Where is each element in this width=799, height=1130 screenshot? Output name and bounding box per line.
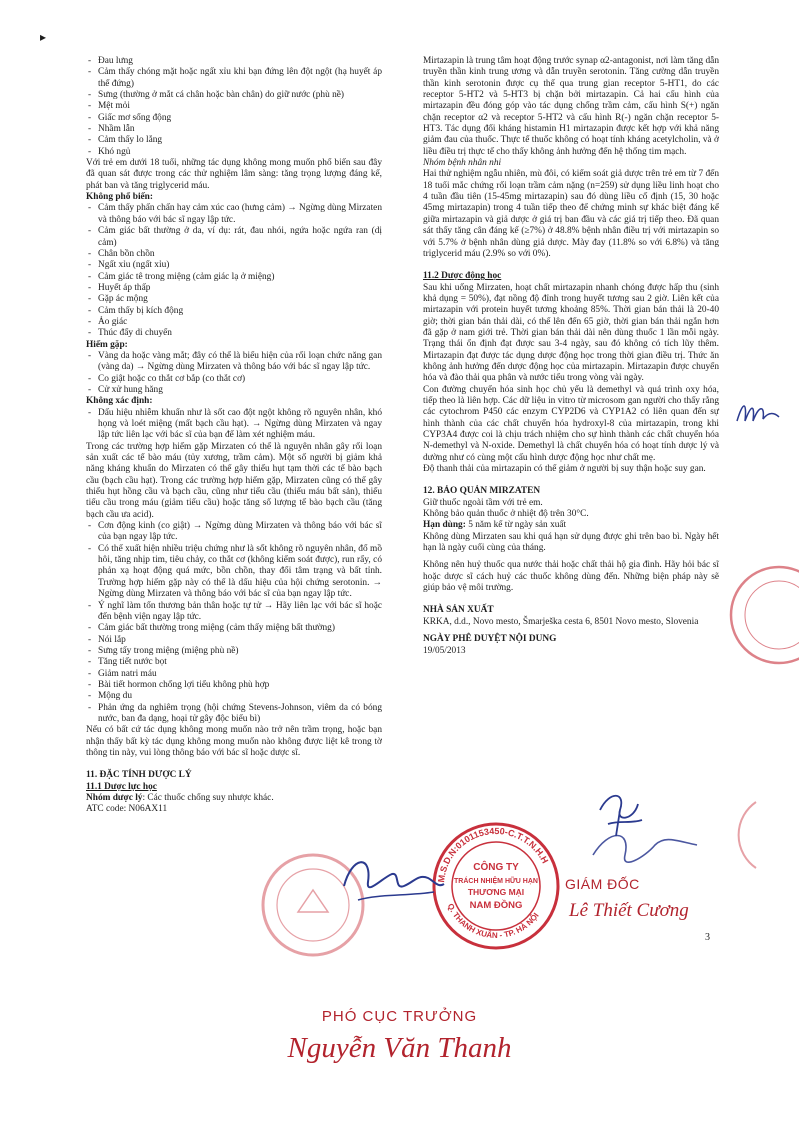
list-item: - Vàng da hoặc vàng mắt; đây có thể là biểu hiện của rối loạn chức năng gan (vàng da) → Ngừng dùng Mirzaten và thông báo với bác sĩ ngay lập tức. (86, 351, 382, 374)
pharmacodynamics-paragraph: Mirtazapin là trung tâm hoạt động trước synap α2-antagonist, nơi làm tăng dẫn truyền thần kinh trung ương và dẫn truyền serotonin. Tăng cường dẫn truyền thần kinh serotonin được cụ thể qua trung gian receptor 5-HT1, do các receptor 5-HT2 và 5-HT3 bị chặn bởi mirtazapin. Cả hai cấu hình của mirtazapin đều đóng góp vào tác dụng chống trầm cảm, cấu hình S(+) ngăn chặn receptor α2 và receptor 5-HT2 và cấu hình R(-) ngăn chặn receptor 5-HT3. Tác dụng đối kháng histamin H1 mirtazapin được kết hợp với khả năng giảm đau của thuốc. Thực tế thuốc không có hoạt tính kháng acetylcholin, và ở liều điều trị thực tế cho thấy không ảnh hưởng đến hệ thống tim mạch. (423, 56, 719, 157)
side-effect-list-rare (86, 351, 382, 396)
official-title: PHÓ CỤC TRƯỞNG (321, 1008, 478, 1025)
page-number: 3 (705, 932, 710, 943)
left-column (86, 56, 382, 816)
group-label: Nhóm dược lý (86, 793, 143, 803)
pharmacokinetics-paragraph-3: Độ thanh thải của mirtazapin có thể giảm ở người bị suy thận hoặc suy gan. (423, 464, 706, 475)
children-note: Với trẻ em dưới 18 tuổi, những tác dụng không mong muốn phổ biến sau đây đã quan sát được trong các thử nghiệm lâm sàng: tăng trọng lượng đáng kể, phát ban và tăng triglycerid máu. (86, 158, 382, 191)
list-item: - Giảm natri máu (86, 669, 382, 680)
list-item: - Đau lưng (86, 56, 382, 67)
official-name: Nguyễn Văn Thanh (287, 1032, 512, 1064)
director-title: GIÁM ĐỐC (565, 876, 640, 892)
pediatric-paragraph: Hai thử nghiệm ngẫu nhiên, mù đôi, có kiểm soát giả dược trên trẻ em từ 7 đến 18 tuổi mắc chứng rối loạn trầm cảm nặng (n=259) sử dụng liều linh hoạt cho 4 tuần đầu tiên (15-45mg mirtazapin) sau đó dùng liều cố định (15, 30 hoặc 45mg mirtazapin) trong 4 tuần tiếp theo để chứng minh sự khác biệt đáng kể giữa mirtazapin và giả dược ở giá trị ban đầu và các giá trị tiếp theo. Đã quan sát thấy tăng cân đáng kể (≥7%) ở 48.8% bệnh nhân điều trị với mirtazapin so với 5.7% ở bệnh nhân dùng giả dược. Mày đay (11.8% so với 6.8%) và tăng triglycerid máu (2.9% so với 0%). (423, 169, 719, 259)
stamp-line-3: THƯƠNG MẠI (467, 887, 525, 897)
list-item: - Giấc mơ sống động (86, 113, 382, 124)
list-item: - Bài tiết hormon chống lợi tiểu không phù hợp (86, 680, 382, 691)
list-item: - Gặp ác mộng (86, 294, 382, 305)
list-item: - Ngất xỉu (ngất xỉu) (86, 260, 382, 271)
section-11-1-title: 11.1 Dược lực học (86, 781, 157, 792)
list-item: - Cảm thấy phấn chấn hay cảm xúc cao (hưng cảm) → Ngừng dùng Mirzaten và thông báo với bác sĩ ngay lập tức. (86, 203, 382, 226)
list-item: - Phản ứng da nghiêm trọng (hội chứng Stevens-Johnson, viêm da có bóng nước, ban đa dạng, hoại tử gây độc biểu bì) (86, 703, 382, 726)
list-item: - Chân bồn chồn (86, 249, 382, 260)
list-item: - Nói lắp (86, 635, 382, 646)
director-name: Lê Thiết Cương (569, 900, 689, 921)
stamp-ring-text: M.S.D.N:0101153450-C.T.T.N.H.H (436, 825, 551, 884)
rare-paragraph: Trong các trường hợp hiếm gặp Mirzaten có thể là nguyên nhân gây rối loạn sản xuất các tế bào máu (tủy xương, trầm cảm). Một số người bị giảm khả năng kháng khuẩn do Mirzaten có thể gây thiếu hụt tạm thời các tế bào bạch cầu (bạch cầu hạt). Trong các trường hợp hiếm gặp, Mirzaten cũng có thể gây thiếu hụt hồng cầu và bạch cầu, cũng như tiểu cầu (thiếu máu bất sản), thiếu tiểu cầu trong máu (giảm tiểu cầu) hoặc tăng số lượng tế bào bạch cầu (tăng bạch cầu ưa acid). (86, 441, 382, 520)
rare-heading: Hiếm gặp: (86, 339, 128, 350)
right-column (423, 56, 719, 657)
stamp-line-4: NAM ĐỒNG (469, 900, 523, 911)
list-item: - Huyết áp thấp (86, 283, 382, 294)
list-item: - Mệt mỏi (86, 101, 382, 112)
list-item: - Khó ngủ (86, 147, 382, 158)
pharmacokinetics-paragraph-1: Sau khi uống Mirzaten, hoạt chất mirtazapin nhanh chóng được hấp thu (sinh khả dụng = 50%), đạt nồng độ đỉnh trong huyết tương sau 2 giờ. Liên kết của mirtazapin với protein huyết tương khoảng 85%. Thời gian bán thải là 20-40 giờ; thời gian bán thải dài, có thể lên đến 65 giờ, thời gian bán thải ngắn hơn đã gặp ở nam giới trẻ. Thời gian bán thải dài nên dùng thuốc 1 lần mỗi ngày. Trạng thái ổn định đạt được sau 3-4 ngày, sau đó không có tích lũy thêm. Mirtazapin đạt được tác dụng dược động học trong thời gian điều trị. Thức ăn không ảnh hưởng đến dược động học của mirtazapin. Mirtazapin được chuyển hóa và đào thải qua phân và nước tiểu trong vòng vài ngày. (423, 282, 719, 384)
expiry-line (423, 520, 719, 531)
list-item: - Cảm giác bất thường trong miệng (cảm thấy miệng bất thường) (86, 623, 382, 634)
side-effect-list-more (86, 521, 382, 725)
expiry-paragraph: Không dùng Mirzaten sau khi quá hạn sử dụng được ghi trên bao bì. Ngày hết hạn là ngày cuối cùng của tháng. (423, 531, 719, 554)
list-item: - Cảm thấy chóng mặt hoặc ngất xỉu khi bạn đứng lên đột ngột (hạ huyết áp thế đứng) (86, 67, 382, 90)
section-11-2-title: 11.2 Dược động học (423, 271, 502, 282)
atc-code: ATC code: N06AX11 (86, 804, 168, 815)
list-item: - Ý nghĩ làm tổn thương bản thân hoặc tự tử → Hãy liên lạc với bác sĩ hoặc đến bệnh viện ngay lập tức. (86, 601, 382, 624)
initials-margin (733, 395, 783, 435)
list-item: - Tăng tiết nước bọt (86, 657, 382, 668)
pharmacological-group (86, 793, 382, 804)
list-item: - Cơn động kinh (co giật) → Ngừng dùng Mirzaten và thông báo với bác sĩ của bạn ngay lập tức. (86, 521, 382, 544)
closing-paragraph: Nếu có bất cứ tác dụng không mong muốn nào trở nên trầm trọng, hoặc bạn nhận thấy bất kỳ tác dụng không mong muốn nào không được liệt kê trong tờ thông tin này, vui lòng thông báo với bác sĩ hoặc dược sĩ. (86, 725, 382, 758)
storage-line-2: Không bảo quản thuốc ở nhiệt độ trên 30°C. (423, 509, 589, 520)
side-effect-list-unknown (86, 408, 382, 442)
signature-main (338, 848, 448, 913)
section-11-title: 11. ĐẶC TÍNH DƯỢC LÝ (86, 770, 192, 781)
edge-stamp (724, 560, 799, 670)
uncommon-heading: Không phổ biến: (86, 192, 153, 203)
list-item: - Ảo giác (86, 317, 382, 328)
section-12-title: 12. BẢO QUẢN MIRZATEN (423, 486, 541, 497)
edge-stamp-lower (718, 800, 758, 870)
stamp-line-2: TRÁCH NHIỆM HỮU HẠN (454, 878, 538, 885)
expiry-value: 5 năm kể từ ngày sản xuất (465, 520, 567, 531)
storage-line-1: Giữ thuốc ngoài tầm với trẻ em. (423, 497, 543, 508)
approval-label: NGÀY PHÊ DUYỆT NỘI DUNG (423, 634, 557, 645)
list-item: - Nhầm lẫn (86, 124, 382, 135)
list-item: - Cử xử hung hăng (86, 385, 382, 396)
list-item: - Sưng (thường ở mắt cá chân hoặc bàn chân) do giữ nước (phù nề) (86, 90, 382, 101)
side-effect-list-common (86, 56, 382, 158)
list-item: - Cảm thấy bị kích động (86, 306, 382, 317)
stamp-bottom-text: Q. THANH XUÂN - TP. HÀ NỘI (445, 902, 541, 941)
pediatric-label: Nhóm bệnh nhân nhi (423, 158, 502, 169)
manufacturer-label: NHÀ SẢN XUẤT (423, 605, 494, 616)
list-item: - Thúc đẩy di chuyển (86, 328, 382, 339)
disposal-paragraph: Không nên huỷ thuốc qua nước thải hoặc chất thải hộ gia đình. Hãy hỏi bác sĩ hoặc dược sĩ cách huỷ các thuốc không dùng đến. Những biện pháp này sẽ giúp bảo vệ môi trường. (423, 560, 719, 594)
list-item: - Cảm giác tê trong miệng (cảm giác lạ ở miệng) (86, 272, 382, 283)
manufacturer-address: KRKA, d.d., Novo mesto, Šmarješka cesta 6, 8501 Novo mesto, Slovenia (423, 616, 699, 627)
company-stamp (430, 820, 562, 952)
list-item: - Cảm thấy lo lắng (86, 135, 382, 146)
list-item: - Mộng du (86, 691, 382, 702)
list-item: - Cảm giác bất thường ở da, ví dụ: rát, đau nhói, ngứa hoặc ngứa ran (dị cảm) (86, 226, 382, 249)
list-item: - Co giật hoặc co thắt cơ bắp (co thắt cơ) (86, 374, 382, 385)
list-item: - Sưng tấy trong miệng (miệng phù nề) (86, 646, 382, 657)
approval-date: 19/05/2013 (423, 645, 466, 656)
expiry-label: Hạn dùng: (423, 520, 466, 531)
pharmacokinetics-paragraph-2: Con đường chuyển hóa sinh học chủ yếu là demethyl và quá trình oxy hóa, tiếp theo là liên hợp. Các dữ liệu in vitro từ microsom gan người cho thấy rằng các cytochrom P450 các enzym CYP2D6 và CYP1A2 có liên quan đến sự hình thành của các chất chuyển hóa hydroxyl-8 của mirtazapin, trong khi CYP3A4 được coi là chịu trách nhiệm cho sự hình thành các chất chuyển hóa N-demethyl và N-oxide. Demethyl là chất chuyển hóa có hoạt tính dược lý và dường như có cùng một cấu hình dược động học như chất mẹ. (423, 384, 719, 463)
scan-mark: ▸ (40, 30, 47, 44)
unknown-heading: Không xác định: (86, 396, 153, 407)
list-item: - Có thể xuất hiện nhiều triệu chứng như là sốt không rõ nguyên nhân, đổ mồ hôi, tăng nhịp tim, tiêu chảy, co thắt cơ (không kiểm soát được), run rẩy, có phản xạ hoạt động quá mức, bồn chồn, thay đổi tâm trạng và bất tỉnh. Trường hợp hiếm gặp này có thể là dấu hiệu của hội chứng serotonin. → Ngừng dùng Mirzaten và thông báo với bác sĩ của bạn ngay lập tức. (86, 544, 382, 601)
stamp-line-1: CÔNG TY (473, 862, 519, 873)
side-effect-list-uncommon (86, 203, 382, 339)
list-item: - Dấu hiệu nhiễm khuẩn như là sốt cao đột ngột không rõ nguyên nhân, khó họng và loét miệng (mất bạch cầu hạt). → Ngừng dùng Mirzaten và ngay lập tức liên lạc với bác sĩ của bạn để làm xét nghiệm máu. (86, 408, 382, 442)
group-value: : Các thuốc chống suy nhược khác. (142, 793, 274, 803)
